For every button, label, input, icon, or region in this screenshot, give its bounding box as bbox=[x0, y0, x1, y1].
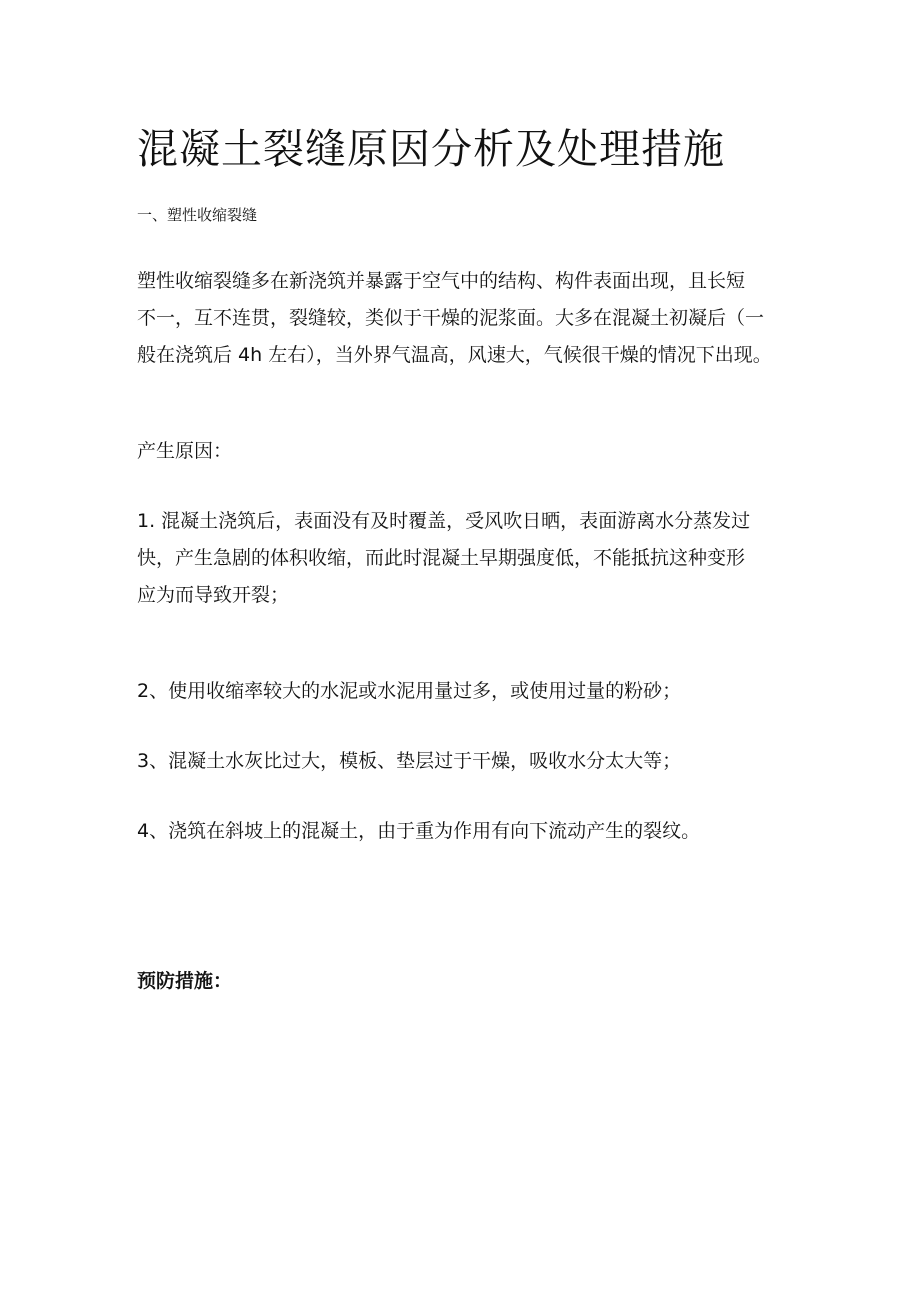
causes-label-text: 产生原因： bbox=[137, 440, 233, 462]
prevention-label-text: 预防措施： bbox=[137, 970, 233, 992]
cause-1-paragraph bbox=[137, 503, 797, 614]
cause-1-line: 应为而导致开裂； bbox=[137, 584, 290, 606]
prevention-label bbox=[137, 963, 797, 1000]
cause-2-line: 2、使用收缩率较大的水泥或水泥用量过多，或使用过量的粉砂； bbox=[137, 680, 682, 702]
intro-paragraph bbox=[137, 263, 797, 374]
causes-label bbox=[137, 433, 797, 470]
intro-line: 塑性收缩裂缝多在新浇筑并暴露于空气中的结构、构件表面出现，且长短 bbox=[137, 270, 746, 292]
document-title: 混凝土裂缝原因分析及处理措施 bbox=[137, 125, 725, 173]
cause-1-line: 快，产生急剧的体积收缩，而此时混凝土早期强度低，不能抵抗这种变形 bbox=[137, 547, 746, 569]
cause-2-paragraph bbox=[137, 673, 797, 710]
cause-4-paragraph bbox=[137, 813, 797, 850]
cause-4-line: 4、浇筑在斜坡上的混凝土，由于重为作用有向下流动产生的裂纹。 bbox=[137, 820, 701, 842]
intro-line: 不一，互不连贯，裂缝较，类似于干燥的泥浆面。大多在混凝土初凝后（一 bbox=[137, 307, 765, 329]
section-heading: 一、塑性收缩裂缝 bbox=[137, 206, 258, 224]
intro-line: 般在浇筑后 4h 左右），当外界气温高，风速大，气候很干燥的情况下出现。 bbox=[137, 344, 772, 366]
cause-3-line: 3、混凝土水灰比过大，模板、垫层过于干燥，吸收水分太大等； bbox=[137, 750, 682, 772]
cause-3-paragraph bbox=[137, 743, 797, 780]
cause-1-line: 1. 混凝土浇筑后，表面没有及时覆盖，受风吹日晒，表面游离水分蒸发过 bbox=[137, 510, 751, 532]
